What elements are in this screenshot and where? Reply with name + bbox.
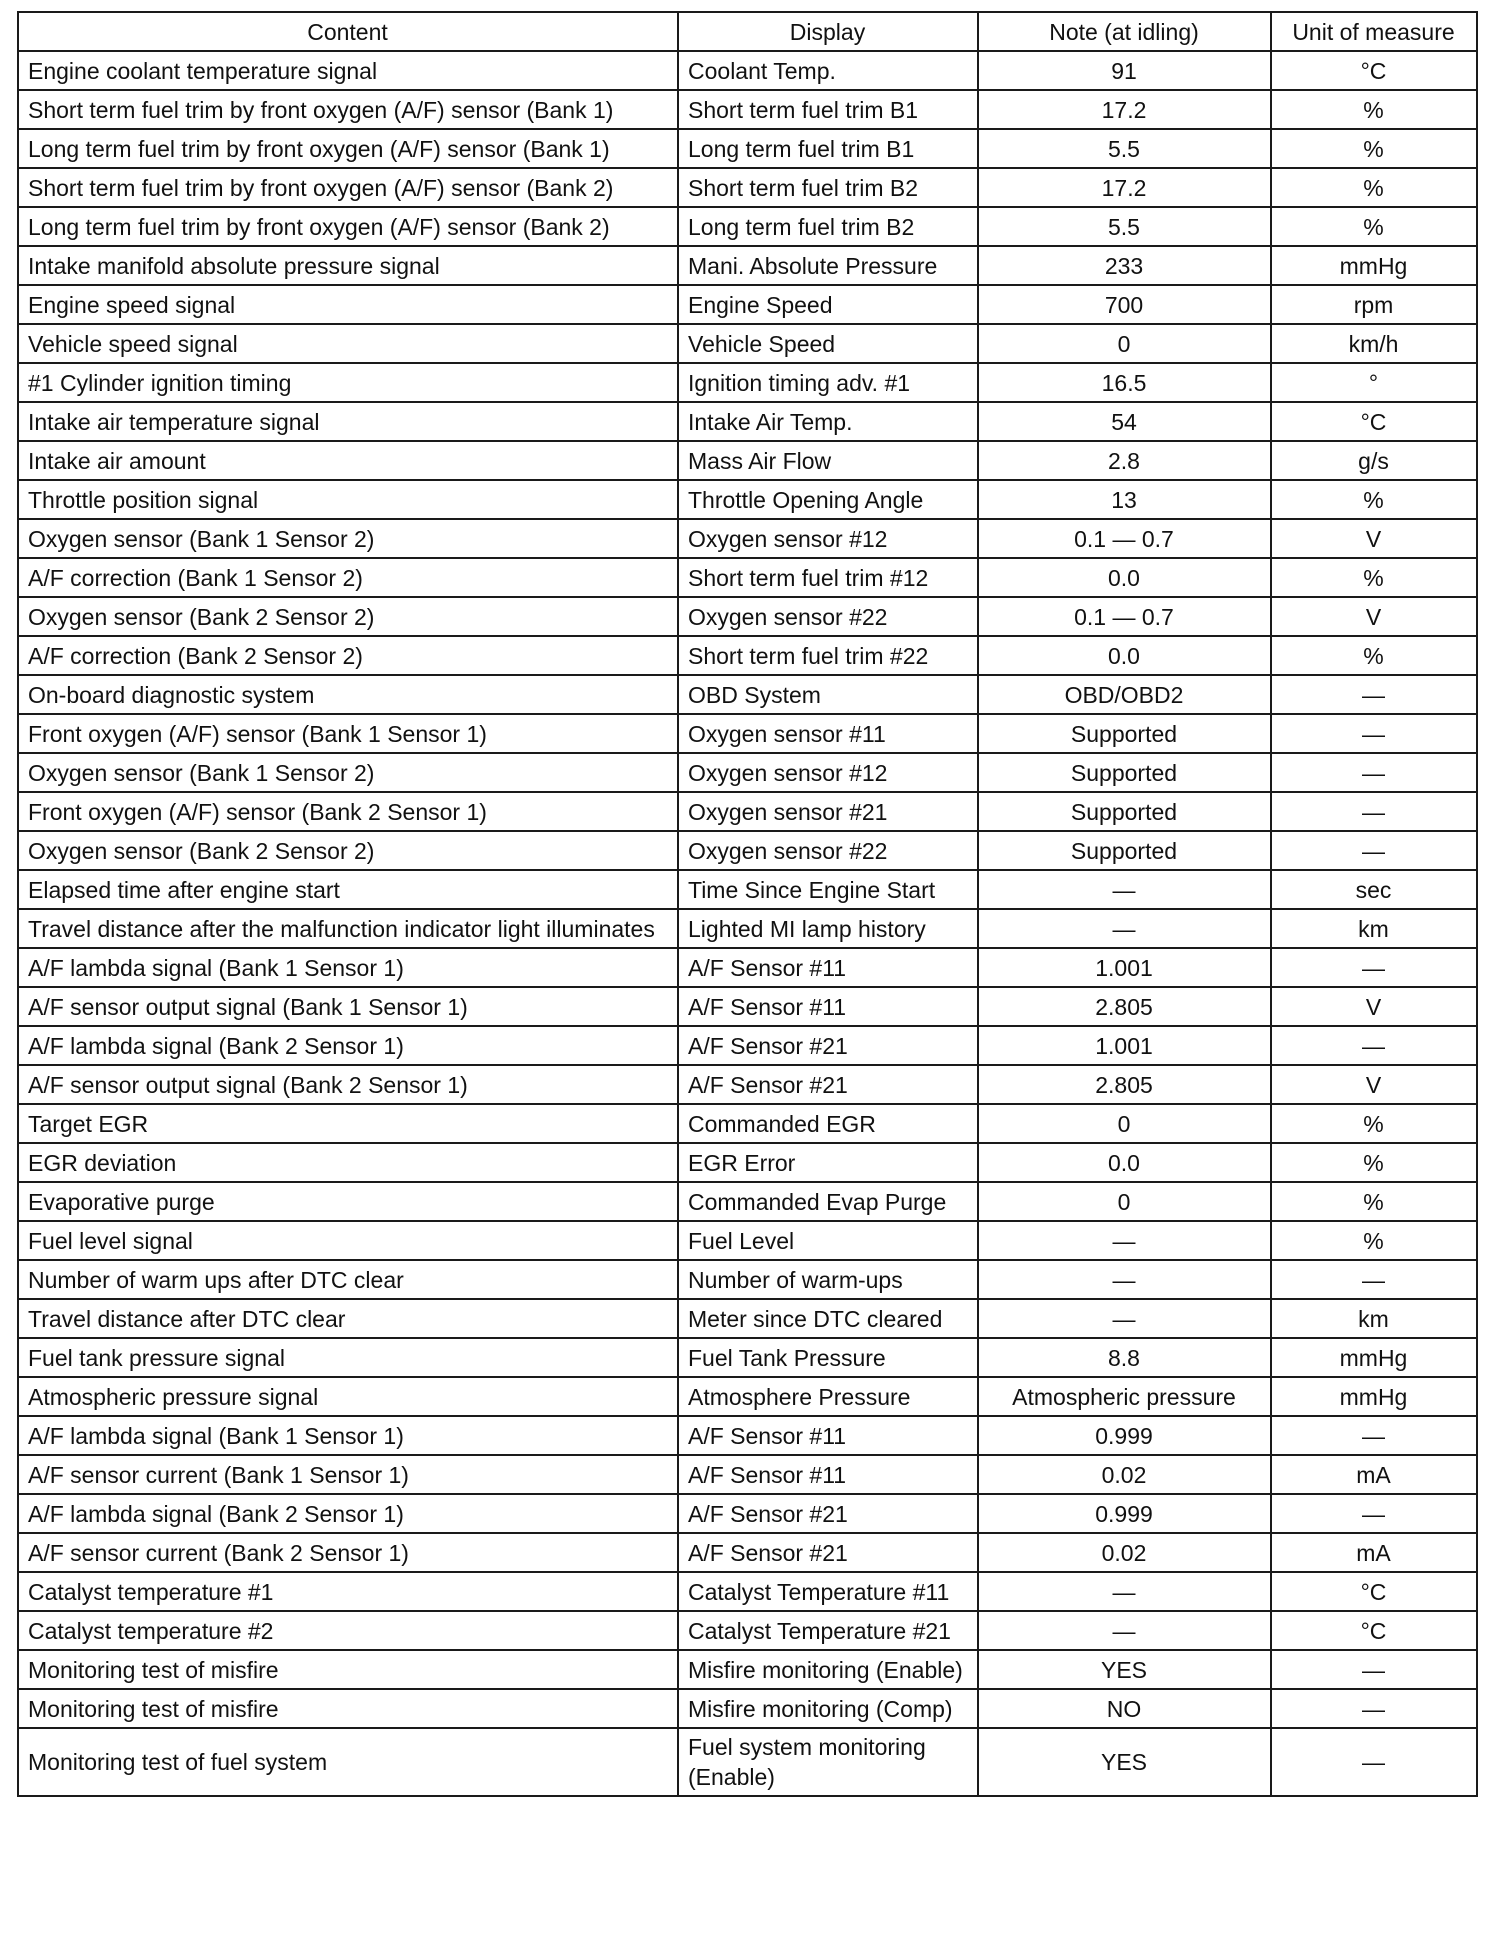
cell-unit: —: [1271, 1026, 1477, 1065]
cell-content: Intake air temperature signal: [18, 402, 678, 441]
cell-content: Atmospheric pressure signal: [18, 1377, 678, 1416]
table-row: [18, 207, 1477, 246]
table-row: [18, 1299, 1477, 1338]
cell-content: Vehicle speed signal: [18, 324, 678, 363]
cell-unit: V: [1271, 987, 1477, 1026]
cell-display: Fuel system monitoring (Enable): [678, 1728, 978, 1796]
cell-unit: %: [1271, 480, 1477, 519]
table-row: [18, 1104, 1477, 1143]
cell-display: Catalyst Temperature #11: [678, 1572, 978, 1611]
cell-display: Misfire monitoring (Comp): [678, 1689, 978, 1728]
cell-note: Supported: [978, 753, 1271, 792]
cell-unit: —: [1271, 714, 1477, 753]
cell-content: Engine coolant temperature signal: [18, 51, 678, 90]
cell-note: 0.999: [978, 1494, 1271, 1533]
cell-display: A/F Sensor #11: [678, 1416, 978, 1455]
cell-display: A/F Sensor #11: [678, 1455, 978, 1494]
table-row: [18, 1728, 1477, 1796]
cell-content: Intake air amount: [18, 441, 678, 480]
table-header-row: [18, 12, 1477, 51]
cell-unit: —: [1271, 948, 1477, 987]
cell-content: Long term fuel trim by front oxygen (A/F) sensor (Bank 1): [18, 129, 678, 168]
table-row: [18, 792, 1477, 831]
data-monitor-table: [17, 11, 1478, 1797]
cell-unit: °: [1271, 363, 1477, 402]
cell-unit: mA: [1271, 1533, 1477, 1572]
cell-content: Intake manifold absolute pressure signal: [18, 246, 678, 285]
table-row: [18, 1221, 1477, 1260]
header-unit: Unit of measure: [1271, 12, 1477, 51]
cell-display: Oxygen sensor #11: [678, 714, 978, 753]
cell-display: Time Since Engine Start: [678, 870, 978, 909]
table-row: [18, 1689, 1477, 1728]
cell-unit: %: [1271, 636, 1477, 675]
cell-display: A/F Sensor #21: [678, 1494, 978, 1533]
cell-note: 0.0: [978, 558, 1271, 597]
cell-content: Catalyst temperature #2: [18, 1611, 678, 1650]
table-row: [18, 1611, 1477, 1650]
cell-note: 1.001: [978, 948, 1271, 987]
cell-display: Oxygen sensor #21: [678, 792, 978, 831]
cell-display: Engine Speed: [678, 285, 978, 324]
cell-content: Oxygen sensor (Bank 1 Sensor 2): [18, 519, 678, 558]
table-row: [18, 597, 1477, 636]
table-row: [18, 1572, 1477, 1611]
cell-unit: %: [1271, 1143, 1477, 1182]
cell-content: Evaporative purge: [18, 1182, 678, 1221]
table-row: [18, 51, 1477, 90]
cell-unit: V: [1271, 1065, 1477, 1104]
cell-unit: %: [1271, 1221, 1477, 1260]
cell-display: EGR Error: [678, 1143, 978, 1182]
cell-unit: —: [1271, 831, 1477, 870]
table-row: [18, 1494, 1477, 1533]
cell-unit: %: [1271, 558, 1477, 597]
header-display: Display: [678, 12, 978, 51]
cell-note: 17.2: [978, 168, 1271, 207]
table-row: [18, 948, 1477, 987]
cell-display: Mass Air Flow: [678, 441, 978, 480]
cell-unit: —: [1271, 1728, 1477, 1796]
cell-display: Meter since DTC cleared: [678, 1299, 978, 1338]
cell-content: Monitoring test of misfire: [18, 1650, 678, 1689]
cell-unit: %: [1271, 129, 1477, 168]
cell-display: Commanded Evap Purge: [678, 1182, 978, 1221]
cell-content: Fuel tank pressure signal: [18, 1338, 678, 1377]
cell-content: Long term fuel trim by front oxygen (A/F) sensor (Bank 2): [18, 207, 678, 246]
cell-unit: %: [1271, 168, 1477, 207]
table-row: [18, 441, 1477, 480]
cell-display: Long term fuel trim B2: [678, 207, 978, 246]
cell-note: 16.5: [978, 363, 1271, 402]
cell-content: EGR deviation: [18, 1143, 678, 1182]
cell-content: A/F lambda signal (Bank 1 Sensor 1): [18, 1416, 678, 1455]
cell-note: 0.1 — 0.7: [978, 519, 1271, 558]
cell-content: Engine speed signal: [18, 285, 678, 324]
cell-note: 8.8: [978, 1338, 1271, 1377]
table-row: [18, 363, 1477, 402]
cell-note: 0: [978, 324, 1271, 363]
cell-display: Throttle Opening Angle: [678, 480, 978, 519]
cell-unit: V: [1271, 597, 1477, 636]
cell-unit: —: [1271, 1494, 1477, 1533]
cell-display: Oxygen sensor #22: [678, 597, 978, 636]
cell-unit: mmHg: [1271, 1377, 1477, 1416]
table-row: [18, 402, 1477, 441]
cell-display: Misfire monitoring (Enable): [678, 1650, 978, 1689]
table-row: [18, 870, 1477, 909]
cell-note: 54: [978, 402, 1271, 441]
cell-note: —: [978, 1299, 1271, 1338]
table-row: [18, 285, 1477, 324]
cell-unit: —: [1271, 675, 1477, 714]
cell-content: Throttle position signal: [18, 480, 678, 519]
cell-content: On-board diagnostic system: [18, 675, 678, 714]
cell-unit: —: [1271, 753, 1477, 792]
cell-note: 2.805: [978, 1065, 1271, 1104]
cell-note: 0.1 — 0.7: [978, 597, 1271, 636]
cell-display: A/F Sensor #21: [678, 1533, 978, 1572]
table-row: [18, 675, 1477, 714]
table-row: [18, 1650, 1477, 1689]
cell-content: Number of warm ups after DTC clear: [18, 1260, 678, 1299]
cell-content: A/F sensor current (Bank 1 Sensor 1): [18, 1455, 678, 1494]
cell-display: Long term fuel trim B1: [678, 129, 978, 168]
cell-note: 700: [978, 285, 1271, 324]
cell-note: 0.02: [978, 1455, 1271, 1494]
cell-display: Oxygen sensor #22: [678, 831, 978, 870]
cell-unit: km: [1271, 909, 1477, 948]
cell-content: A/F lambda signal (Bank 1 Sensor 1): [18, 948, 678, 987]
cell-content: Oxygen sensor (Bank 1 Sensor 2): [18, 753, 678, 792]
cell-content: Target EGR: [18, 1104, 678, 1143]
cell-unit: °C: [1271, 402, 1477, 441]
cell-content: A/F lambda signal (Bank 2 Sensor 1): [18, 1494, 678, 1533]
table-row: [18, 1143, 1477, 1182]
cell-unit: —: [1271, 1650, 1477, 1689]
cell-content: Fuel level signal: [18, 1221, 678, 1260]
table-row: [18, 1533, 1477, 1572]
cell-content: Front oxygen (A/F) sensor (Bank 2 Sensor 1): [18, 792, 678, 831]
cell-note: 0.999: [978, 1416, 1271, 1455]
table-row: [18, 987, 1477, 1026]
cell-note: —: [978, 1572, 1271, 1611]
cell-display: Mani. Absolute Pressure: [678, 246, 978, 285]
table-row: [18, 909, 1477, 948]
table-row: [18, 129, 1477, 168]
cell-content: A/F sensor output signal (Bank 2 Sensor 1): [18, 1065, 678, 1104]
cell-unit: rpm: [1271, 285, 1477, 324]
cell-note: 13: [978, 480, 1271, 519]
cell-display: Ignition timing adv. #1: [678, 363, 978, 402]
cell-content: Catalyst temperature #1: [18, 1572, 678, 1611]
cell-display: Fuel Tank Pressure: [678, 1338, 978, 1377]
cell-unit: —: [1271, 1260, 1477, 1299]
table-row: [18, 1416, 1477, 1455]
table-row: [18, 558, 1477, 597]
cell-note: 2.805: [978, 987, 1271, 1026]
cell-display: Short term fuel trim #22: [678, 636, 978, 675]
table-row: [18, 519, 1477, 558]
cell-display: Coolant Temp.: [678, 51, 978, 90]
cell-note: 1.001: [978, 1026, 1271, 1065]
cell-unit: %: [1271, 207, 1477, 246]
cell-note: Supported: [978, 714, 1271, 753]
cell-display: A/F Sensor #21: [678, 1026, 978, 1065]
cell-content: A/F correction (Bank 2 Sensor 2): [18, 636, 678, 675]
cell-content: Short term fuel trim by front oxygen (A/F) sensor (Bank 1): [18, 90, 678, 129]
cell-content: A/F sensor output signal (Bank 1 Sensor 1): [18, 987, 678, 1026]
table-row: [18, 168, 1477, 207]
cell-note: 0: [978, 1182, 1271, 1221]
cell-note: 0.02: [978, 1533, 1271, 1572]
cell-display: Intake Air Temp.: [678, 402, 978, 441]
cell-display: Number of warm-ups: [678, 1260, 978, 1299]
cell-display: Commanded EGR: [678, 1104, 978, 1143]
cell-display: Short term fuel trim #12: [678, 558, 978, 597]
cell-display: Short term fuel trim B2: [678, 168, 978, 207]
cell-content: Oxygen sensor (Bank 2 Sensor 2): [18, 831, 678, 870]
cell-unit: °C: [1271, 1572, 1477, 1611]
cell-note: 0: [978, 1104, 1271, 1143]
table-row: [18, 246, 1477, 285]
cell-unit: %: [1271, 1104, 1477, 1143]
cell-unit: %: [1271, 90, 1477, 129]
cell-content: Travel distance after the malfunction indicator light illuminates: [18, 909, 678, 948]
table-row: [18, 636, 1477, 675]
cell-content: #1 Cylinder ignition timing: [18, 363, 678, 402]
cell-unit: %: [1271, 1182, 1477, 1221]
cell-content: Elapsed time after engine start: [18, 870, 678, 909]
cell-note: —: [978, 1260, 1271, 1299]
table-row: [18, 1182, 1477, 1221]
table-row: [18, 90, 1477, 129]
cell-note: OBD/OBD2: [978, 675, 1271, 714]
cell-note: 233: [978, 246, 1271, 285]
cell-content: A/F sensor current (Bank 2 Sensor 1): [18, 1533, 678, 1572]
cell-unit: —: [1271, 792, 1477, 831]
cell-note: Supported: [978, 792, 1271, 831]
cell-note: Supported: [978, 831, 1271, 870]
cell-display: Catalyst Temperature #21: [678, 1611, 978, 1650]
cell-display: Atmosphere Pressure: [678, 1377, 978, 1416]
table-row: [18, 1455, 1477, 1494]
cell-note: NO: [978, 1689, 1271, 1728]
cell-display: Lighted MI lamp history: [678, 909, 978, 948]
cell-note: —: [978, 1221, 1271, 1260]
table-row: [18, 831, 1477, 870]
cell-unit: sec: [1271, 870, 1477, 909]
cell-unit: km/h: [1271, 324, 1477, 363]
cell-content: Short term fuel trim by front oxygen (A/F) sensor (Bank 2): [18, 168, 678, 207]
table-row: [18, 1377, 1477, 1416]
header-note: Note (at idling): [978, 12, 1271, 51]
cell-content: Monitoring test of misfire: [18, 1689, 678, 1728]
cell-display: Short term fuel trim B1: [678, 90, 978, 129]
cell-note: 5.5: [978, 129, 1271, 168]
table-row: [18, 324, 1477, 363]
cell-content: A/F correction (Bank 1 Sensor 2): [18, 558, 678, 597]
table-row: [18, 753, 1477, 792]
cell-display: Fuel Level: [678, 1221, 978, 1260]
cell-note: 2.8: [978, 441, 1271, 480]
cell-note: YES: [978, 1650, 1271, 1689]
cell-note: 17.2: [978, 90, 1271, 129]
cell-note: —: [978, 1611, 1271, 1650]
cell-content: Travel distance after DTC clear: [18, 1299, 678, 1338]
cell-display: Vehicle Speed: [678, 324, 978, 363]
cell-unit: g/s: [1271, 441, 1477, 480]
cell-unit: km: [1271, 1299, 1477, 1338]
cell-note: Atmospheric pressure: [978, 1377, 1271, 1416]
cell-content: Front oxygen (A/F) sensor (Bank 1 Sensor 1): [18, 714, 678, 753]
table-row: [18, 1338, 1477, 1377]
cell-display: Oxygen sensor #12: [678, 519, 978, 558]
cell-content: A/F lambda signal (Bank 2 Sensor 1): [18, 1026, 678, 1065]
table-row: [18, 1260, 1477, 1299]
cell-unit: V: [1271, 519, 1477, 558]
table-row: [18, 714, 1477, 753]
cell-unit: —: [1271, 1689, 1477, 1728]
cell-content: Monitoring test of fuel system: [18, 1728, 678, 1796]
cell-display: A/F Sensor #11: [678, 948, 978, 987]
cell-note: 91: [978, 51, 1271, 90]
table-body: [18, 51, 1477, 1796]
cell-unit: °C: [1271, 51, 1477, 90]
cell-display: A/F Sensor #21: [678, 1065, 978, 1104]
cell-note: 0.0: [978, 1143, 1271, 1182]
cell-unit: —: [1271, 1416, 1477, 1455]
table-row: [18, 1026, 1477, 1065]
table-row: [18, 480, 1477, 519]
cell-display: A/F Sensor #11: [678, 987, 978, 1026]
cell-note: 5.5: [978, 207, 1271, 246]
cell-note: YES: [978, 1728, 1271, 1796]
cell-content: Oxygen sensor (Bank 2 Sensor 2): [18, 597, 678, 636]
cell-unit: mA: [1271, 1455, 1477, 1494]
cell-note: —: [978, 870, 1271, 909]
header-content: Content: [18, 12, 678, 51]
cell-note: 0.0: [978, 636, 1271, 675]
cell-note: —: [978, 909, 1271, 948]
cell-display: OBD System: [678, 675, 978, 714]
cell-unit: mmHg: [1271, 1338, 1477, 1377]
cell-unit: mmHg: [1271, 246, 1477, 285]
cell-display: Oxygen sensor #12: [678, 753, 978, 792]
cell-unit: °C: [1271, 1611, 1477, 1650]
table-row: [18, 1065, 1477, 1104]
